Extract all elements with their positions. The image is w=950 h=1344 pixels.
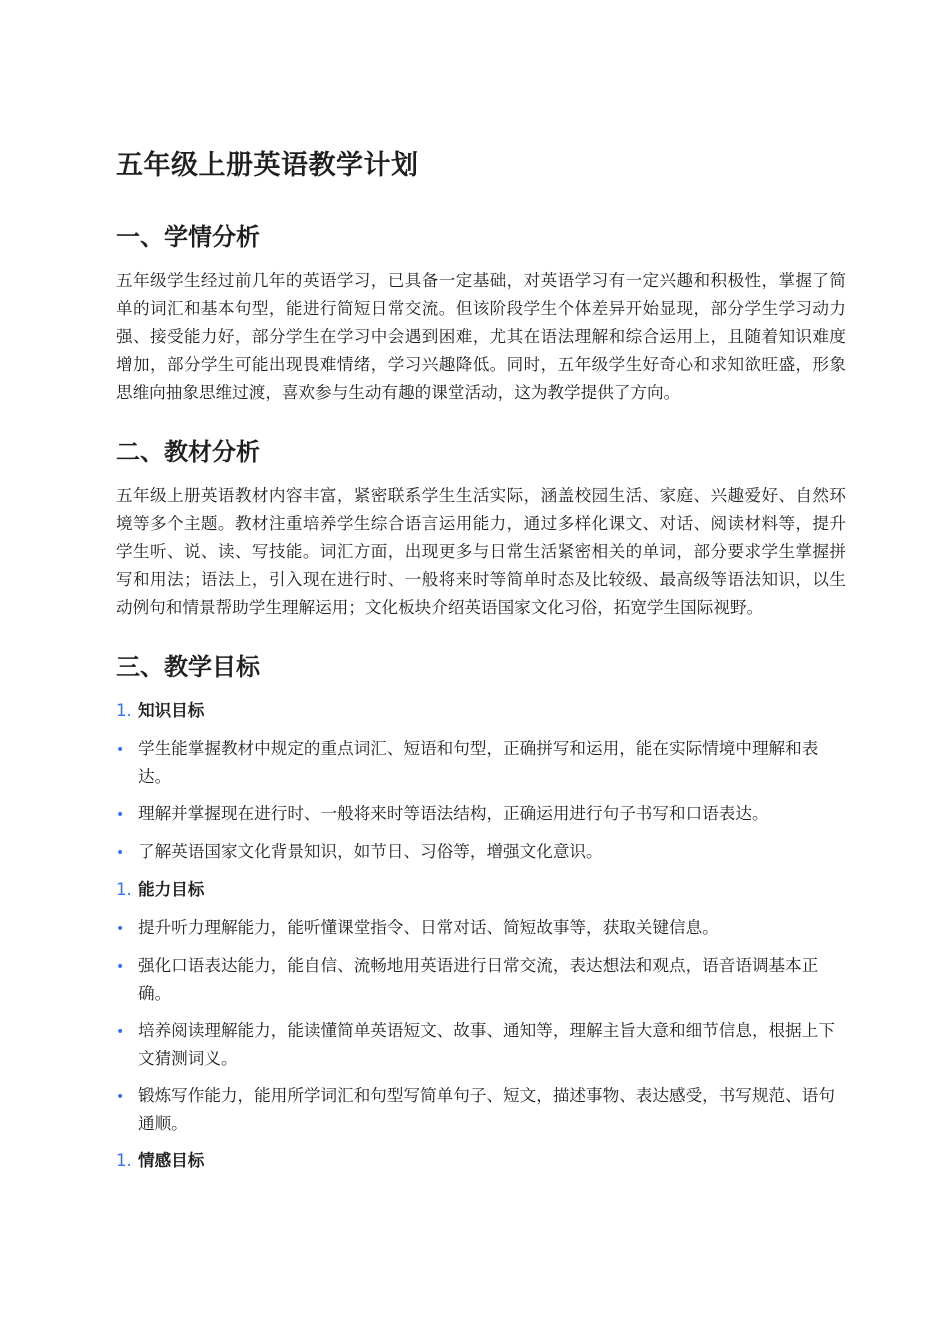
list-item-text: 提升听力理解能力，能听懂课堂指令、日常对话、简短故事等，获取关键信息。	[138, 918, 719, 937]
goal-label: 能力目标	[138, 880, 205, 899]
bullet-icon: •	[116, 921, 125, 937]
bullet-icon: •	[116, 807, 125, 823]
bullet-icon: •	[116, 742, 125, 758]
list-item	[116, 952, 846, 1008]
section-heading-textbook: 二、教材分析	[116, 438, 260, 466]
list-number: 1.	[116, 880, 132, 899]
bullet-icon: •	[116, 959, 125, 975]
list-item	[116, 735, 846, 791]
goal-list	[116, 697, 846, 1175]
bullet-icon: •	[116, 1024, 125, 1040]
list-item	[116, 838, 846, 867]
list-item	[116, 1017, 846, 1073]
list-item-text: 理解并掌握现在进行时、一般将来时等语法结构，正确运用进行句子书写和口语表达。	[138, 804, 769, 823]
list-item-text: 学生能掌握教材中规定的重点词汇、短语和句型，正确拼写和运用，能在实际情境中理解和表达。	[138, 739, 819, 786]
goal-label: 知识目标	[138, 701, 205, 720]
list-item	[116, 1082, 846, 1138]
list-number: 1.	[116, 1151, 132, 1170]
section-heading-goals: 三、教学目标	[116, 653, 260, 681]
document-title: 五年级上册英语教学计划	[116, 150, 419, 181]
document-page	[116, 146, 846, 1185]
goal-ability	[116, 876, 846, 904]
list-item	[116, 800, 846, 829]
bullet-icon: •	[116, 1089, 125, 1105]
list-item-text: 锻炼写作能力，能用所学词汇和句型写简单句子、短文，描述事物、表达感受，书写规范、语句通顺。	[138, 1086, 835, 1133]
section-paragraph-textbook: 五年级上册英语教材内容丰富，紧密联系学生生活实际，涵盖校园生活、家庭、兴趣爱好、自然环境等多个主题。教材注重培养学生综合语言运用能力，通过多样化课文、对话、阅读材料等，提升学生听、说、读、写技能。词汇方面，出现更多与日常生活紧密相关的单词，部分要求学生掌握拼写和用法；语法上，引入现在进行时、一般将来时等简单时态及比较级、最高级等语法知识，以生动例句和情景帮助学生理解运用；文化板块介绍英语国家文化习俗，拓宽学生国际视野。	[116, 486, 846, 617]
goal-label: 情感目标	[138, 1151, 205, 1170]
list-number: 1.	[116, 701, 132, 720]
section-paragraph-analysis: 五年级学生经过前几年的英语学习，已具备一定基础，对英语学习有一定兴趣和积极性，掌握了简单的词汇和基本句型，能进行简短日常交流。但该阶段学生个体差异开始显现，部分学生学习动力强、接受能力好，部分学生在学习中会遇到困难，尤其在语法理解和综合运用上，且随着知识难度增加，部分学生可能出现畏难情绪，学习兴趣降低。同时，五年级学生好奇心和求知欲旺盛，形象思维向抽象思维过渡，喜欢参与生动有趣的课堂活动，这为教学提供了方向。	[116, 271, 846, 402]
list-item-text: 强化口语表达能力，能自信、流畅地用英语进行日常交流，表达想法和观点，语音语调基本正确。	[138, 956, 819, 1003]
list-item	[116, 914, 846, 943]
list-item-text: 培养阅读理解能力，能读懂简单英语短文、故事、通知等，理解主旨大意和细节信息，根据上下文猜测词义。	[138, 1021, 835, 1068]
section-heading-analysis: 一、学情分析	[116, 223, 260, 251]
bullet-icon: •	[116, 845, 125, 861]
goal-emotion	[116, 1147, 846, 1175]
list-item-text: 了解英语国家文化背景知识，如节日、习俗等，增强文化意识。	[138, 842, 603, 861]
goal-knowledge	[116, 697, 846, 725]
